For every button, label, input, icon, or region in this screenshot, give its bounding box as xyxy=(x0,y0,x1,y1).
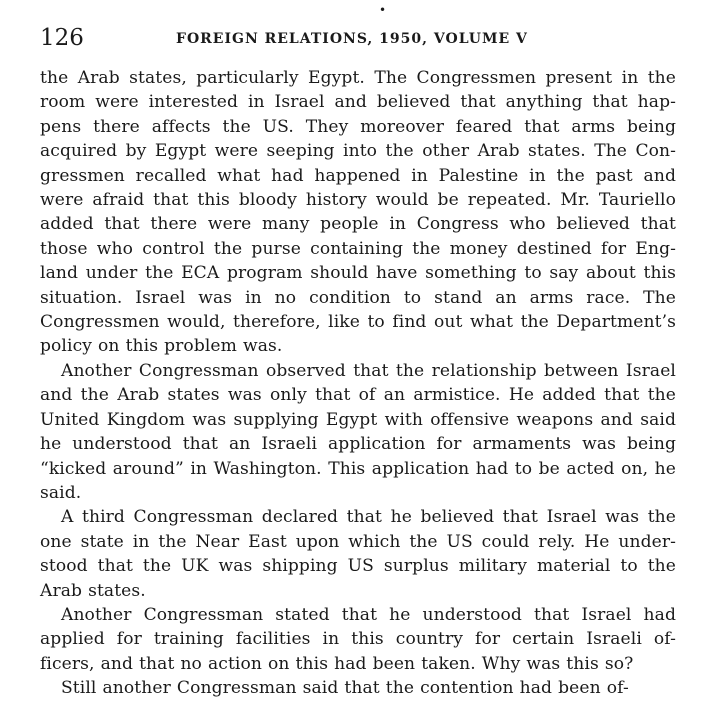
document-page xyxy=(40,0,676,699)
page-header xyxy=(40,0,676,56)
header-mark: • xyxy=(379,3,387,17)
paragraph: Another Congressman stated that he understood that Israel had applied for training facilities in this country for certain Israeli of- ficers, and that no action on this had been taken. Why was this so? xyxy=(40,604,676,674)
page-number: 126 xyxy=(40,25,84,51)
body-text xyxy=(40,66,676,701)
paragraph-continued: the Arab states, particularly Egypt. The Congressmen present in the room were interested in Israel and believed that anything that hap- pens there affects the US. They moreover feared that arms being acquired by Egypt were seeping into the other Arab states. The Con- gressmen recalled what had happened in Palestine in the past and were afraid that this bloody history would be repeated. Mr. Tauriello added that there were many people in Congress who believed that those who control the purse containing the money destined for Eng- land under the ECA program should have something to say about this situation. Israel was in no condition to stand an arms race. The Congressmen would, therefore, like to find out what the Department’s policy on this problem was. xyxy=(40,68,676,357)
paragraph: A third Congressman declared that he believed that Israel was the one state in the Near East upon which the US could rely. He under- stood that the UK was shipping US surplus military material to the Arab states. xyxy=(40,507,676,601)
running-head: FOREIGN RELATIONS, 1950, VOLUME V xyxy=(176,31,528,47)
paragraph: Another Congressman observed that the relationship between Israel and the Arab states was only that of an armistice. He added that the United Kingdom was supplying Egypt with offensive weapons and said he understood that an Israeli application for armaments was being “kicked around” in Washington. This application had to be acted on, he said. xyxy=(40,360,676,503)
paragraph: Still another Congressman said that the contention had been of- xyxy=(61,678,629,699)
